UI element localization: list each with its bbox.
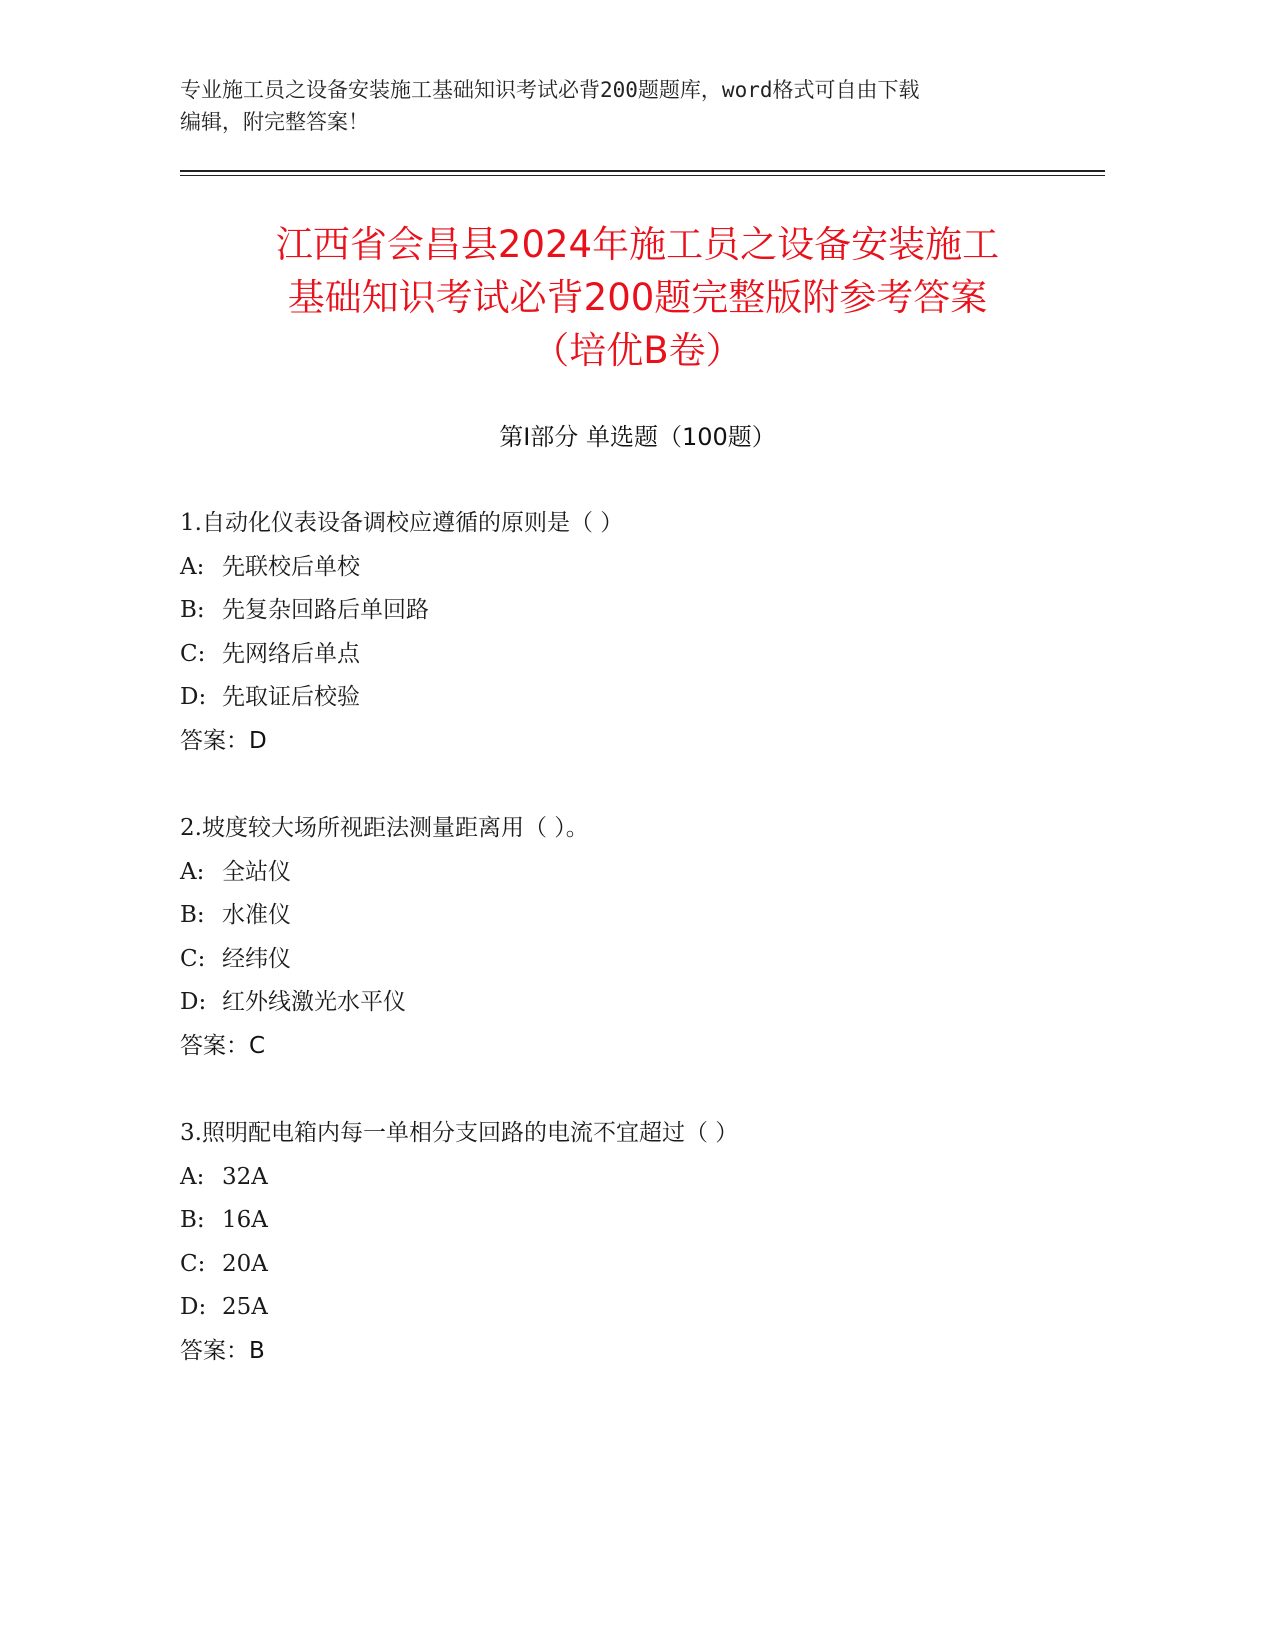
section-heading: 第Ⅰ部分 单选题（100题） [499, 423, 776, 451]
option-letter: A: [180, 553, 205, 580]
question-stem: 2.坡度较大场所视距法测量距离用（ ）。 [180, 815, 589, 841]
option-a [180, 546, 1080, 590]
option-text: 全站仪 [222, 858, 291, 885]
header-divider-thin [180, 175, 1105, 176]
option-letter: A: [180, 858, 205, 885]
option-letter: C: [180, 640, 206, 667]
option-b [180, 589, 1080, 633]
document-title-line-1: 江西省会昌县2024年施工员之设备安装施工 [275, 223, 1000, 266]
option-letter: A: [180, 1163, 205, 1190]
document-title [150, 218, 1125, 377]
option-letter: D: [180, 1294, 207, 1320]
option-letter: C: [180, 945, 206, 972]
option-c [180, 633, 1080, 677]
option-a [180, 1156, 1080, 1200]
question-stem: 3.照明配电箱内每一单相分支回路的电流不宜超过（ ） [180, 1120, 739, 1146]
option-letter: C: [180, 1250, 206, 1277]
question-stem: 1.自动化仪表设备调校应遵循的原则是（ ） [180, 510, 624, 536]
option-b [180, 894, 1080, 938]
answer-line: 答案：D [180, 727, 267, 754]
option-d [180, 1286, 1080, 1330]
option-c [180, 1243, 1080, 1287]
option-a [180, 851, 1080, 895]
option-text: 25A [222, 1294, 268, 1320]
option-text: 先取证后校验 [222, 684, 360, 710]
option-text: 16A [222, 1207, 268, 1233]
question-1 [180, 502, 1080, 763]
answer-line: 答案：B [180, 1337, 265, 1364]
option-text: 水准仪 [222, 902, 291, 928]
header-note-line-2: 编辑，附完整答案！ [180, 110, 369, 134]
option-d [180, 981, 1080, 1025]
header-note [180, 74, 1060, 138]
option-c [180, 938, 1080, 982]
option-letter: D: [180, 684, 207, 710]
option-text: 先联校后单校 [222, 553, 360, 580]
option-text: 经纬仪 [222, 945, 291, 972]
option-letter: B: [180, 902, 205, 928]
option-b [180, 1199, 1080, 1243]
answer-line: 答案：C [180, 1032, 266, 1059]
option-text: 先网络后单点 [222, 640, 360, 667]
document-title-line-2: 基础知识考试必背200题完整版附参考答案 [287, 276, 988, 319]
option-letter: D: [180, 989, 207, 1015]
question-3 [180, 1112, 1080, 1373]
option-text: 32A [222, 1163, 268, 1190]
option-letter: B: [180, 597, 205, 623]
question-2 [180, 807, 1080, 1068]
option-d [180, 676, 1080, 720]
header-note-line-1: 专业施工员之设备安装施工基础知识考试必背200题题库，word格式可自由下载 [180, 78, 920, 102]
option-letter: B: [180, 1207, 205, 1233]
option-text: 20A [222, 1250, 268, 1277]
option-text: 先复杂回路后单回路 [222, 597, 429, 623]
header-divider-thick [180, 170, 1105, 172]
document-title-line-3: （培优B卷） [532, 329, 743, 372]
option-text: 红外线激光水平仪 [222, 989, 406, 1015]
